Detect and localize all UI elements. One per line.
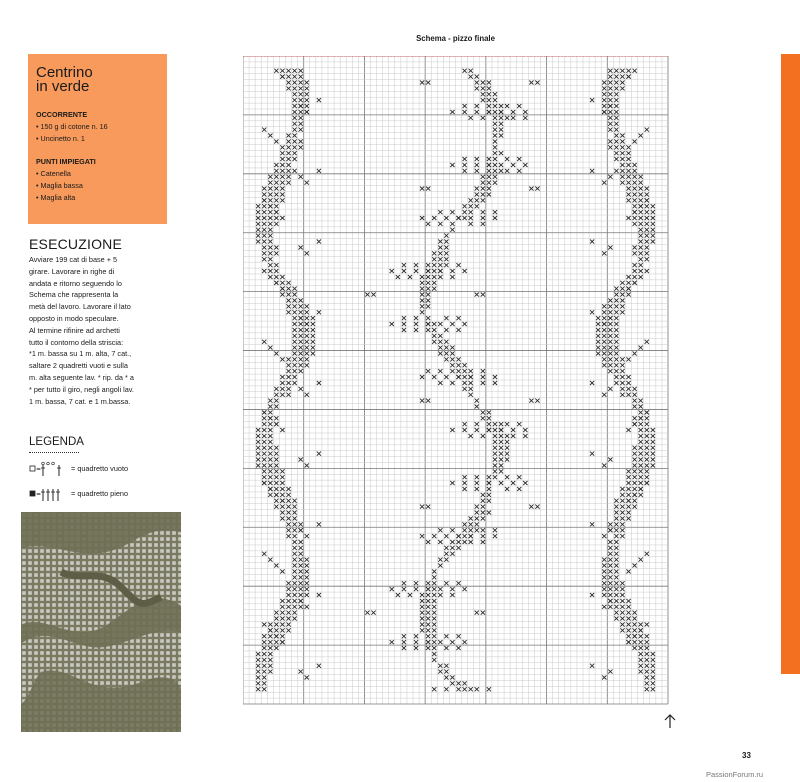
chart-title: Schema - pizzo finale <box>416 34 495 43</box>
stitch-item: • Catenella <box>36 169 71 178</box>
stitches-heading: PUNTI IMPIEGATI <box>36 157 96 166</box>
up-arrow-icon <box>663 713 677 729</box>
accent-side-bar <box>781 54 800 674</box>
legend-divider <box>29 452 79 453</box>
stitch-item: • Maglia bassa <box>36 181 83 190</box>
legend-item-empty: = = quadretto vuoto <box>29 461 128 477</box>
svg-text:=: = <box>36 491 42 498</box>
lace-photo <box>21 512 181 732</box>
empty-square-symbol <box>29 461 69 477</box>
execution-heading: ESECUZIONE <box>29 236 123 252</box>
page-number: 33 <box>742 751 751 760</box>
legend-item-filled: = = quadretto pieno <box>29 486 128 502</box>
info-box <box>28 54 167 224</box>
svg-text:=: = <box>36 466 42 473</box>
execution-text: Avviare 199 cat di base + 5 girare. Lavorare in righe di andata e ritorno seguendo lo Schema che rappresenta la metà del lavoro. Lavorare il lato opposto in modo speculare. Al termine rifinire ad archetti tutto il contorno della striscia: *1 m. bassa su 1 m. alta, 7 cat., saltare 2 quadretti vuoti e sulla m. alta seguente lav. * rip. da * a * per tutto il giro, negli angoli lav. 1 m. bassa, 7 cat. e 1 m.bassa. <box>29 255 134 406</box>
filet-chart <box>243 56 671 706</box>
watermark: PassionForum.ru <box>706 770 764 779</box>
pattern-title: Centrino in verde <box>36 64 93 95</box>
material-item: • Uncinetto n. 1 <box>36 134 85 143</box>
lace-photo-image <box>21 512 181 732</box>
legend-heading: LEGENDA <box>29 436 84 448</box>
materials-heading: OCCORRENTE <box>36 110 88 119</box>
filled-square-symbol <box>29 486 69 502</box>
stitch-item: • Maglia alta <box>36 193 76 202</box>
material-item: • 150 g di cotone n. 16 <box>36 122 108 131</box>
